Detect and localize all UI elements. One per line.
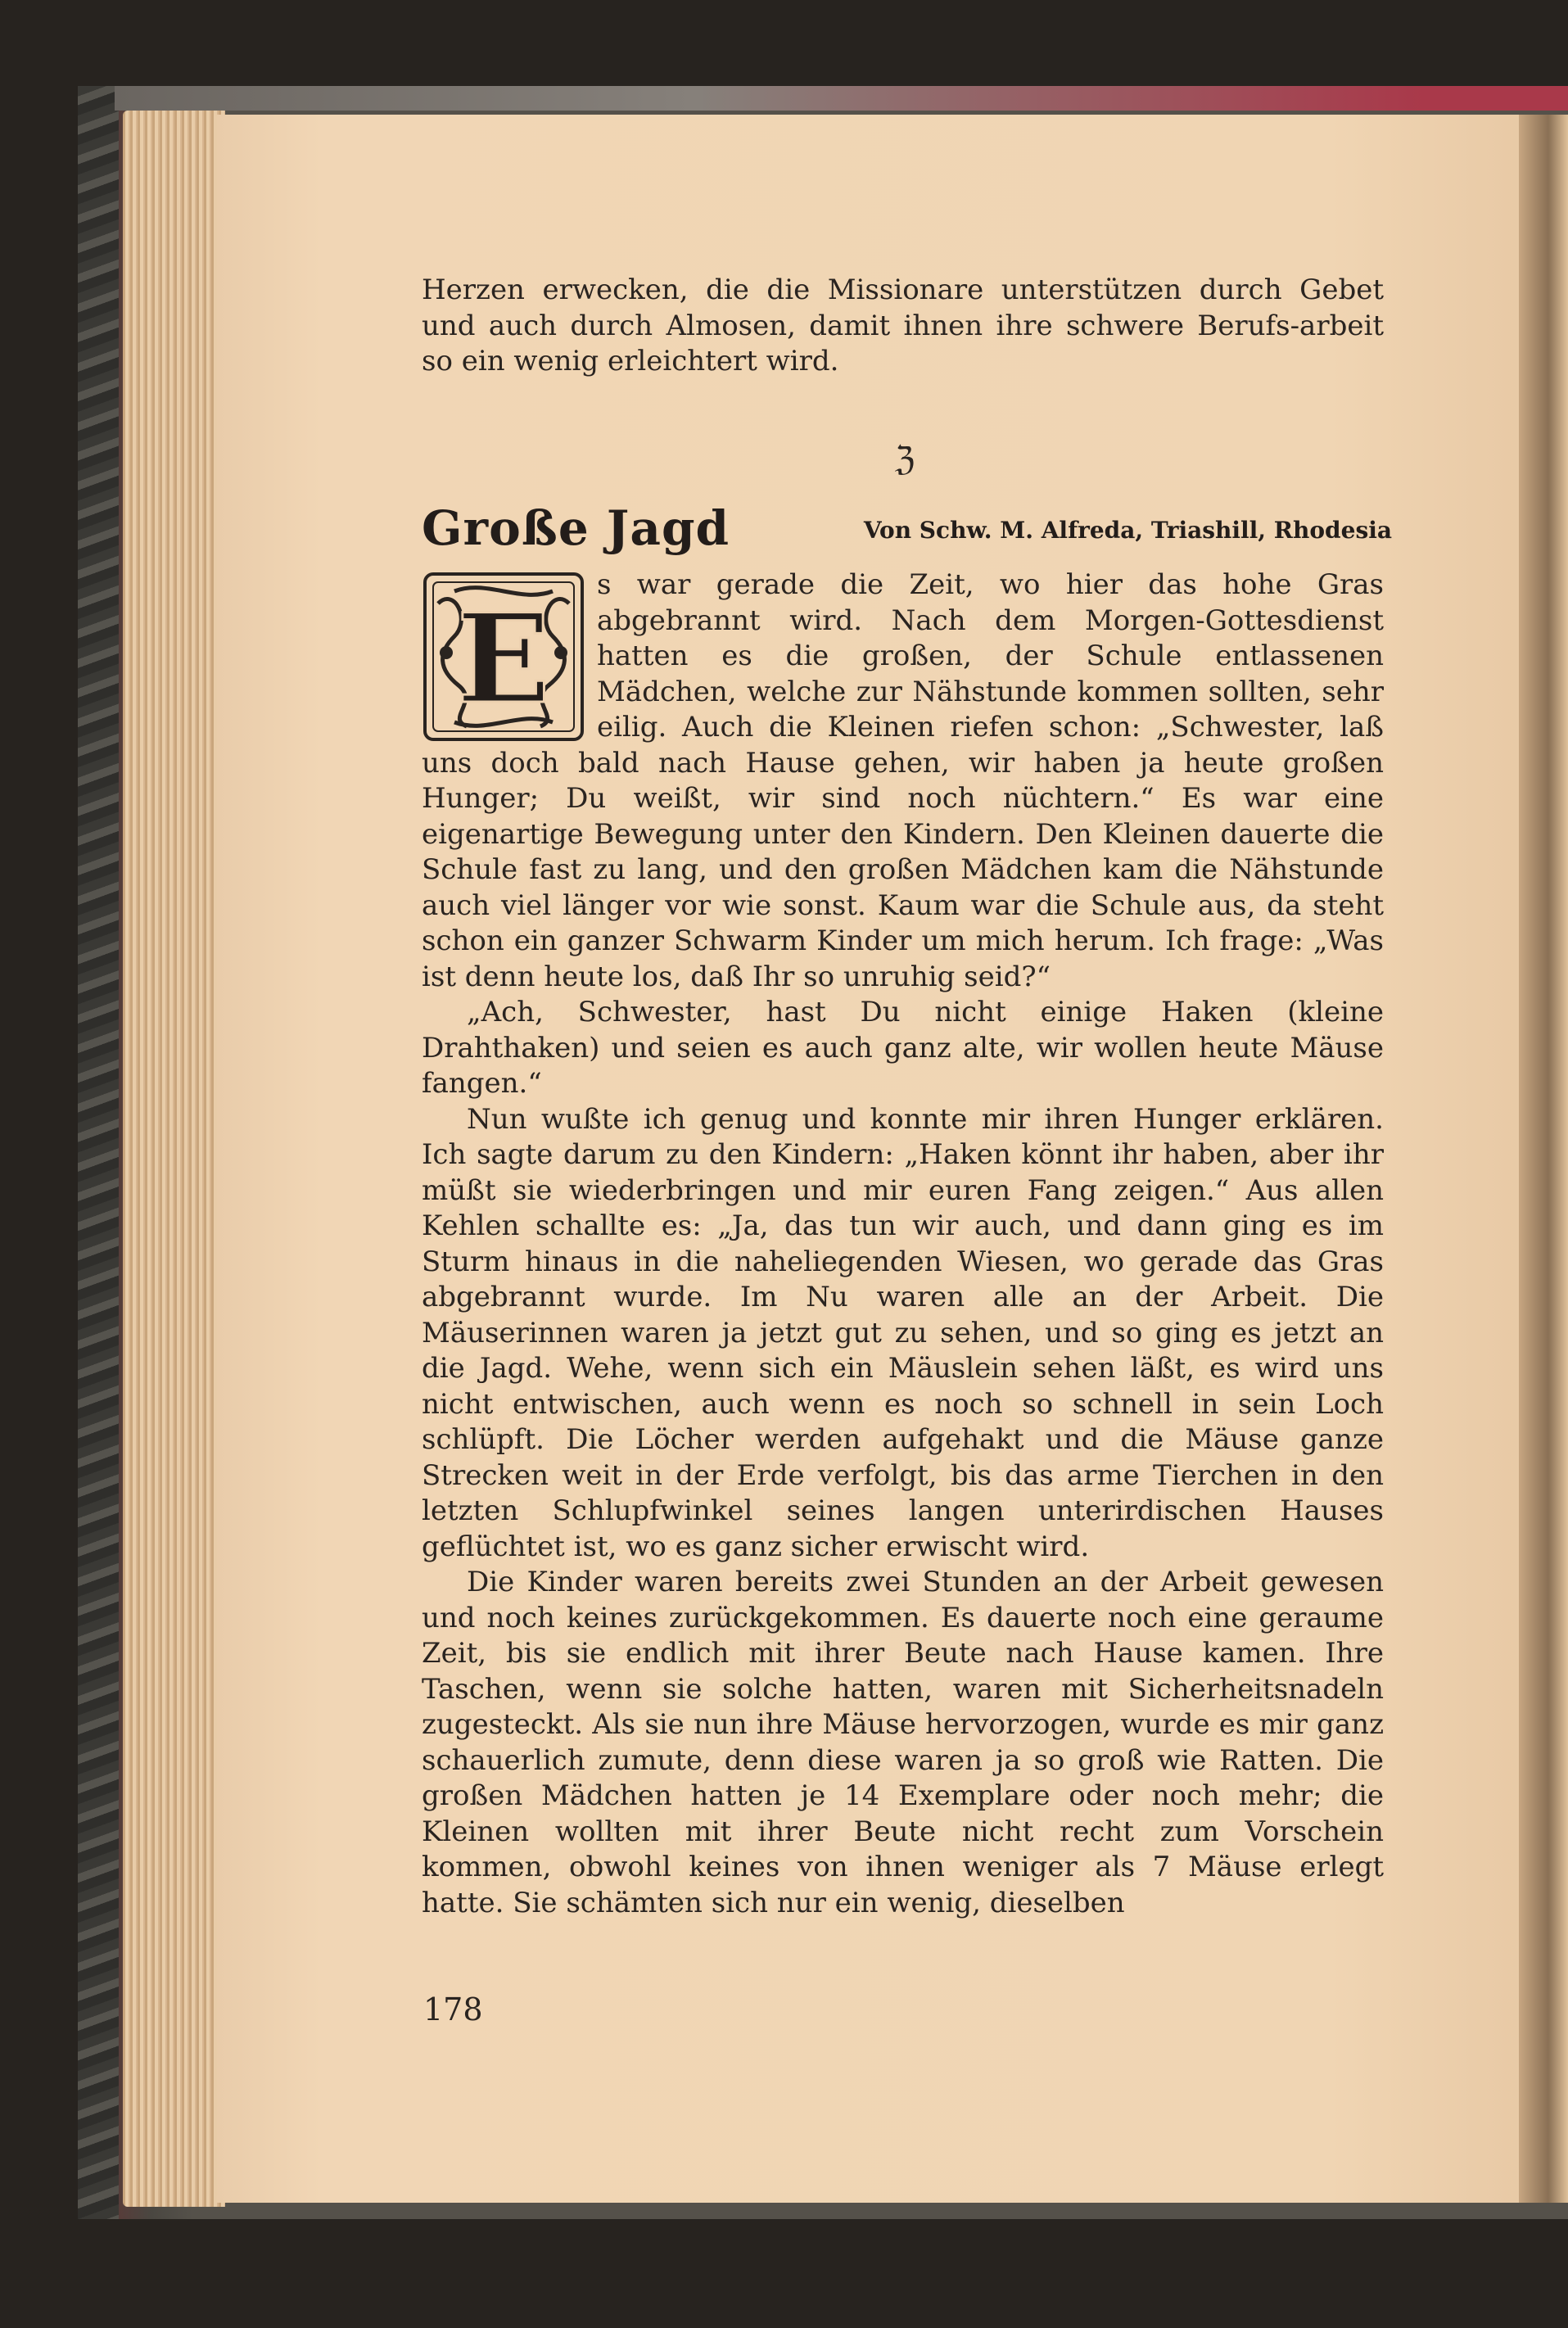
article-paragraph-2: „Ach, Schwester, hast Du nicht einige Haken (kleine Drahthaken) und seien es auch ganz alte, wir wollen heute Mäuse fangen.“ xyxy=(422,996,1384,1100)
section-separator-icon: ℨ xyxy=(894,441,915,478)
cover-top-edge xyxy=(115,86,1568,111)
cover-marbled-edge xyxy=(78,86,119,2219)
intro-text: Herzen erwecken, die die Missionare unterstützen durch Gebet und auch durch Almosen, damit ihnen ihre schwere Berufs-arbeit so ein wenig erleichtert wird. xyxy=(422,273,1384,377)
page-stack-edges xyxy=(123,111,225,2207)
article-paragraph-1: s war gerade die Zeit, wo hier das hohe Gras abgebrannt wird. Nach dem Morgen-Gottesdienst hatten es die großen, der Schule entlassenen Mädchen, welche zur Nähstunde kommen sollten, sehr eilig. Auch die Kleinen riefen schon: „Schwester, laß uns doch bald nach Hause gehen, wir haben ja heute großen Hunger; Du weißt, wir sind noch nüchtern.“ Es war eine eigenartige Bewegung unter den Kindern. Den Kleinen dauerte die Schule fast zu lang, und den großen Mädchen kam die Nähstunde auch viel länger vor wie sonst. Kaum war die Schule aus, da steht schon ein ganzer Schwarm Kinder um mich herum. Ich frage: „Was ist denn heute los, daß Ihr so unruhig seid?“ xyxy=(422,568,1384,993)
article-body xyxy=(422,567,1384,1921)
article-title: Große Jagd xyxy=(422,500,730,556)
ornamental-dropcap xyxy=(422,571,585,743)
article-heading xyxy=(422,500,1392,557)
dropcap-letter: E xyxy=(456,587,551,731)
article-paragraph-4: Die Kinder waren bereits zwei Stunden an der Arbeit gewesen und noch keines zurückgekommen. Es dauerte noch eine geraume Zeit, bis sie endlich mit ihrer Beute nach Hause kamen. Ihre Taschen, wenn sie solche hatten, waren mit Sicherheitsnadeln zugesteckt. Als sie nun ihre Mäuse hervorzogen, wurde es mir ganz schauerlich zumute, denn diese waren ja so groß wie Ratten. Die großen Mädchen hatten je 14 Exemplare oder noch mehr; die Kleinen wollten mit ihrer Beute nicht recht zum Vorschein kommen, obwohl keines von ihnen weniger als 7 Mäuse erlegt hatte. Sie schämten sich nur ein wenig, dieselben xyxy=(422,1566,1384,1919)
article-byline: Von Schw. M. Alfreda, Triashill, Rhodesia xyxy=(863,517,1392,544)
intro-paragraph xyxy=(422,273,1384,380)
page-number: 178 xyxy=(423,1991,483,2027)
article-paragraph-3: Nun wußte ich genug und konnte mir ihren Hunger erklären. Ich sagte darum zu den Kindern: „Haken könnt ihr haben, aber ihr müßt sie wiederbringen und mir euren Fang zeigen.“ Aus allen Kehlen schallte es: „Ja, das tun wir auch, und dann ging es im Sturm hinaus in die naheliegenden Wiesen, wo gerade das Gras abgebrannt wurde. Im Nu waren alle an der Arbeit. Die Mäuserinnen waren ja jetzt gut zu sehen, und so ging es jetzt an die Jagd. Wehe, wenn sich ein Mäuslein sehen läßt, es wird uns nicht entwischen, auch wenn es noch so schnell in sein Loch schlüpft. Die Löcher werden aufgehakt und die Mäuse ganze Strecken weit in der Erde verfolgt, bis das arme Tierchen in den letzten Schlupfwinkel seines langen unterirdischen Hauses geflüchtet ist, wo es ganz sicher erwischt wird. xyxy=(422,1102,1384,1563)
page-gutter xyxy=(1519,115,1568,2203)
